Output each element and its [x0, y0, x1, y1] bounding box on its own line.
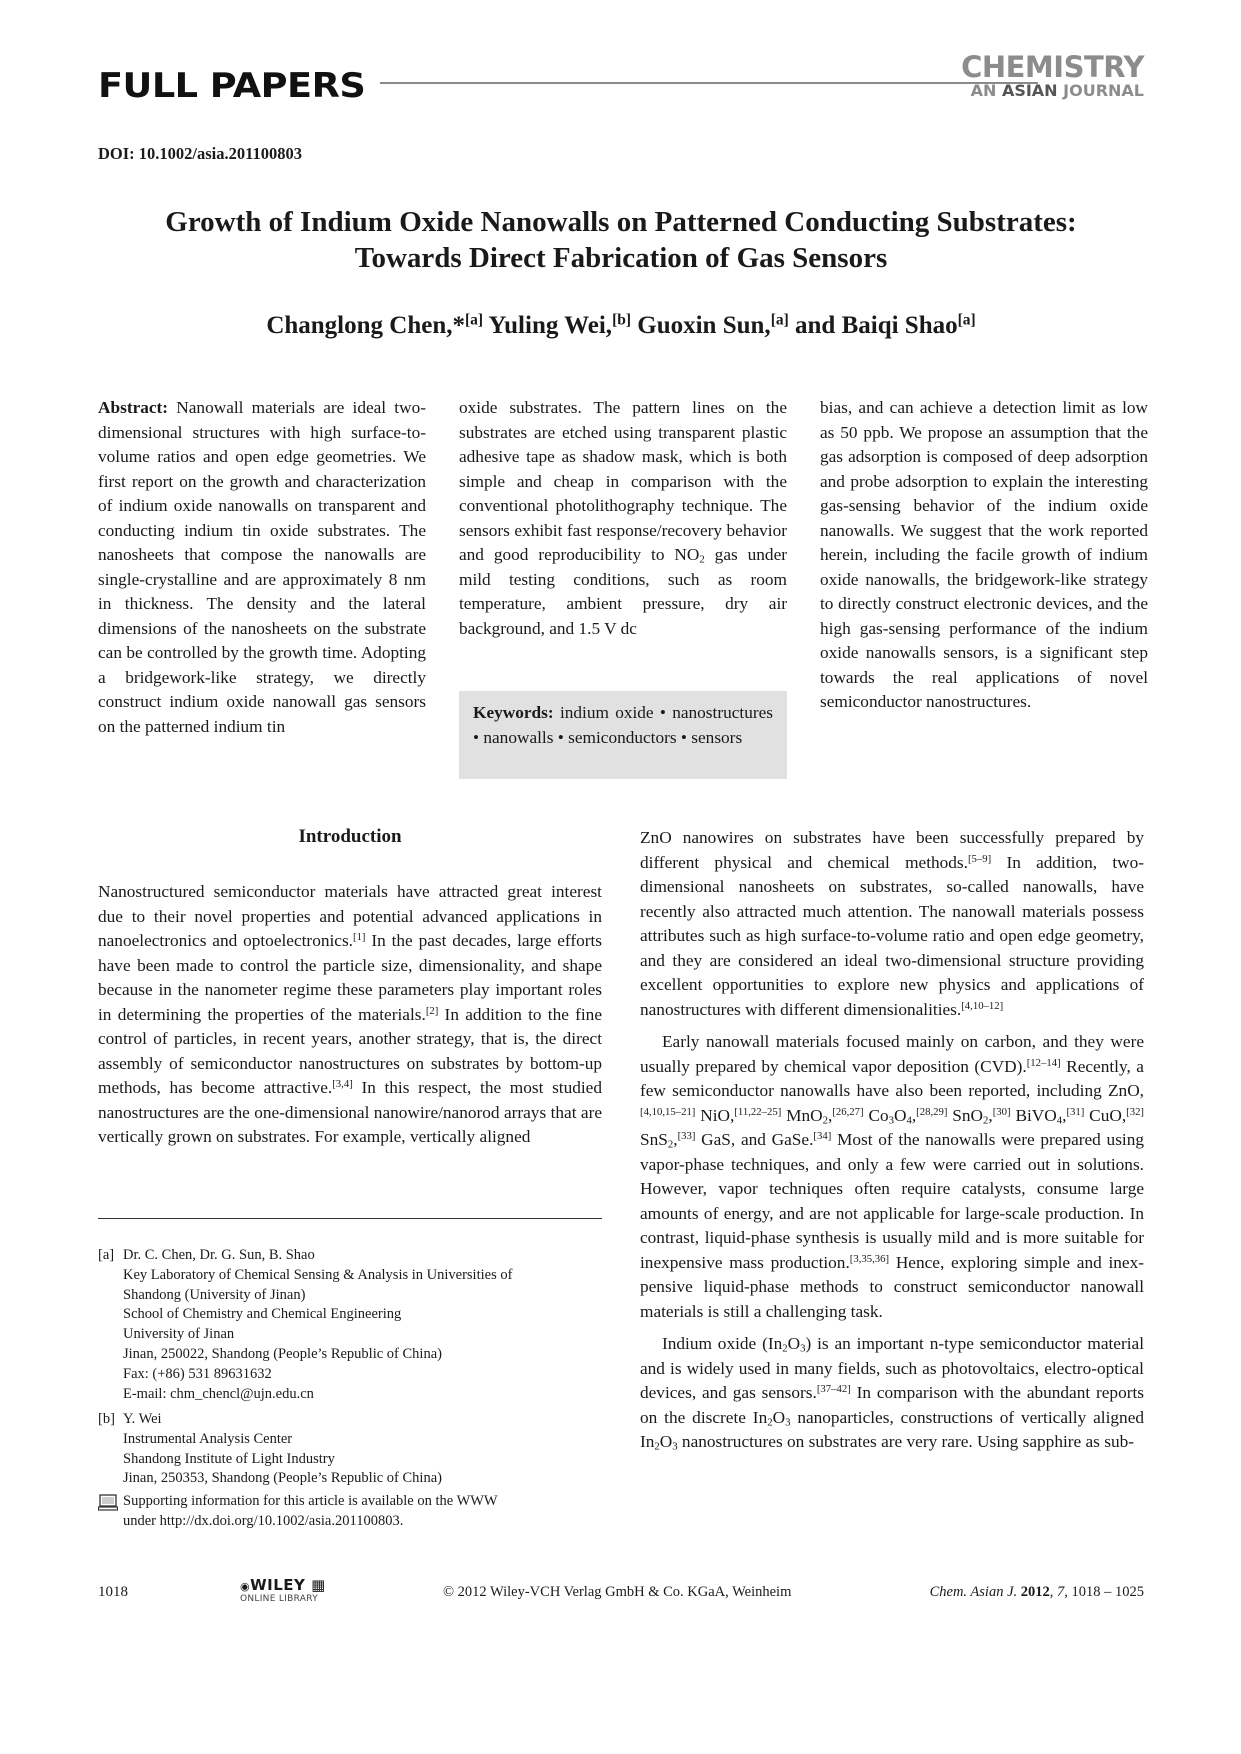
journal-header [98, 52, 1144, 110]
citation: Chem. Asian J. 2012, 7, 1018 – 1025 [929, 1584, 1144, 1600]
header-rule [380, 82, 1038, 84]
journal-logo [961, 52, 1144, 100]
article-title: Growth of Indium Oxide Nanowalls on Patterned Conducting Substrates: Towards Direct Fabrication of Gas Sensors [165, 206, 1077, 274]
paragraph: Nanostructured semiconductor materials have attracted great interest due to their novel properties and potential advanced applications in nanoelectronics and optoelectronics.[1] In the past decades, large efforts have been made to control the particle size, dimensionality, and shape because in the nanometer regime these parameters play important roles in determining the properties of the materials.[2] In addition to the fine control of particles, in recent years, another strategy, that is, the direct assembly of semiconductor nanostructures on substrates by bottom-up methods, has become attractive.[3,4] In this respect, the most studied nanostructures are the one-dimensional nanowire/nanorod arrays that are vertically grown on substrates. For example, vertically aligned [98, 882, 602, 1146]
body-column-right [640, 826, 1144, 1455]
page-number: 1018 [98, 1584, 128, 1600]
computer-icon [98, 1494, 118, 1518]
journal-subtitle: AN ASIAN JOURNAL [970, 81, 1144, 100]
keywords-label: Keywords: [473, 703, 554, 722]
abstract-column-2: oxide substrates. The pattern lines on the substrates are etched using transparent plastic adhesive tape as shadow mask, which is both simple and cheap in comparison with the conventional photolithography technique. The sensors exhibit fast response/recovery behavior and good reproducibility to $NO_2$ gas under mild testing conditions, such as room temperature, ambient pressure, dry air background, and 1.5 V dc [459, 398, 787, 638]
footnote-rule [98, 1218, 602, 1219]
journal-name: CHEMISTRY [961, 50, 1144, 84]
wiley-logo: ◉WILEY ▦ ONLINE LIBRARY [240, 1576, 326, 1604]
book-icon: ▦ [311, 1576, 326, 1594]
wiley-mark-icon: ◉ [240, 1580, 251, 1593]
keywords-box [459, 691, 787, 779]
supporting-info-note: Supporting information for this article is available on the WWW under http://dx.doi.org/10.1002/asia.201100803. [98, 1492, 602, 1532]
affiliation-tag: [a] [98, 1247, 115, 1263]
abstract-column-1: Abstract: Nanowall materials are ideal two-dimensional structures with high surface-to-volume ratios and open edge geometries. We first report on the growth and characterization of indium oxide nanowalls on transparent and conducting indium tin oxide substrates. The nanosheets that compose the nanowalls are single-crystalline and are approximately 8 nm in thickness. The density and the lateral dimensions of the nanosheets on the substrate can be controlled by the growth time. Adopting a bridgework-like strategy, we directly construct indium oxide nanowall gas sensors on the patterned indium tin [98, 398, 426, 736]
paragraph: Early nanowall materials focused mainly on carbon, and they were usually prepared by chemical vapor deposition (CVD).[12–14] Recently, a few semiconductor nanowalls have also been reported, including ZnO,[4,10,15–21] NiO,[11,22–25] MnO$_2$,[26,27] $Co_3O_4,[28,29]$ SnO$_2$,[30] BiVO$_4$,[31] CuO,[32] SnS$_2$,[33] GaS, and GaSe.[34] Most of the nanowalls were prepared using vapor-phase techniques, and only a few were carried out in solutions. However, vapor techniques often require catalysts, consume large amounts of energy, and are not applicable for large-scale production. In contrast, liquid-phase synthesis is usually mild and is more suitable for inexpensive mass production.[3,35,36] Hence, exploring simple and inexpensive liquid-phase methods to construct semiconductor nanowall materials is still a challenging task. [640, 1032, 1144, 1321]
author: and Baiqi Shao [795, 312, 958, 339]
abstract-label: Abstract: [98, 398, 169, 417]
body-column-left [98, 880, 602, 1150]
copyright: © 2012 Wiley-VCH Verlag GmbH & Co. KGaA, Weinheim [443, 1584, 792, 1600]
section-label: FULL PAPERS [98, 66, 366, 106]
affiliation-tag: [b] [98, 1411, 115, 1427]
abstract-column-3: bias, and can achieve a detection limit as low as 50 ppb. We propose an assumption that the gas adsorption is composed of deep adsorption and probe adsorption to explain the interesting gas-sensing behavior of the indium oxide nanowalls. We suggest that the work reported herein, including the facile growth of indium oxide nanowalls, the bridgework-like strategy to directly construct electronic devices, and the high gas-sensing performance of the indium oxide nanowalls sensors, is a significant step towards the real applications of novel semiconductor nanostructures. [820, 398, 1148, 711]
doi: DOI: 10.1002/asia.201100803 [98, 144, 302, 163]
author-list: Changlong Chen,*[a] Yuling Wei,[b] Guoxin Sun,[a] and Baiqi Shao[a] [266, 311, 976, 339]
author: Guoxin Sun, [637, 312, 771, 339]
introduction-heading: Introduction [298, 826, 402, 847]
affiliation-a: [a] Dr. C. Chen, Dr. G. Sun, B. Shao Key Laboratory of Chemical Sensing & Analysis in Universities of Shandong (University of Jinan) School of Chemistry and Chemical Engineering University of Jinan Jinan, 250022, Shandong (People’s Republic of China) Fax: (+86) 531 89631632 E-mail: chm_chencl@ujn.edu.cn [98, 1247, 513, 1402]
keywords-text: indium oxide • nanostructures • nanowalls • semiconductors • sensors [473, 703, 773, 747]
paragraph: Indium oxide $(In_2O_3)$ is an important n-type semiconductor material and is widely used in many fields, such as photovoltaics, electro-optical devices, and gas sensors.[37–42] In comparison with the abundant reports on the discrete $In_2O_3$ nanoparticles, constructions of vertically aligned $In_2O_3$ nanostructures on substrates are very rare. Using sapphire as sub- [640, 1334, 1145, 1453]
author: Yuling Wei, [488, 312, 613, 339]
affiliation-b: [b] Y. Wei Instrumental Analysis Center Shandong Institute of Light Industry Jinan, 250353, Shandong (People’s Republic of China) [98, 1411, 442, 1487]
page-footer [98, 1576, 1144, 1610]
author: Changlong Chen,* [266, 312, 465, 339]
paragraph: ZnO nanowires on substrates have been successfully prepared by different physical and chemical methods.[5–9] In addition, two-dimensional nanosheets on substrates, so-called nanowalls, have recently also attracted much attention. The nanowall materials possess attributes such as high surface-to-volume ratio and open edge geometry, and they are considered an ideal two-dimensional structure providing excellent opportunities to explore new physics and applications of nanostructures with different dimensionalities.[4,10–12] [640, 828, 1144, 1019]
